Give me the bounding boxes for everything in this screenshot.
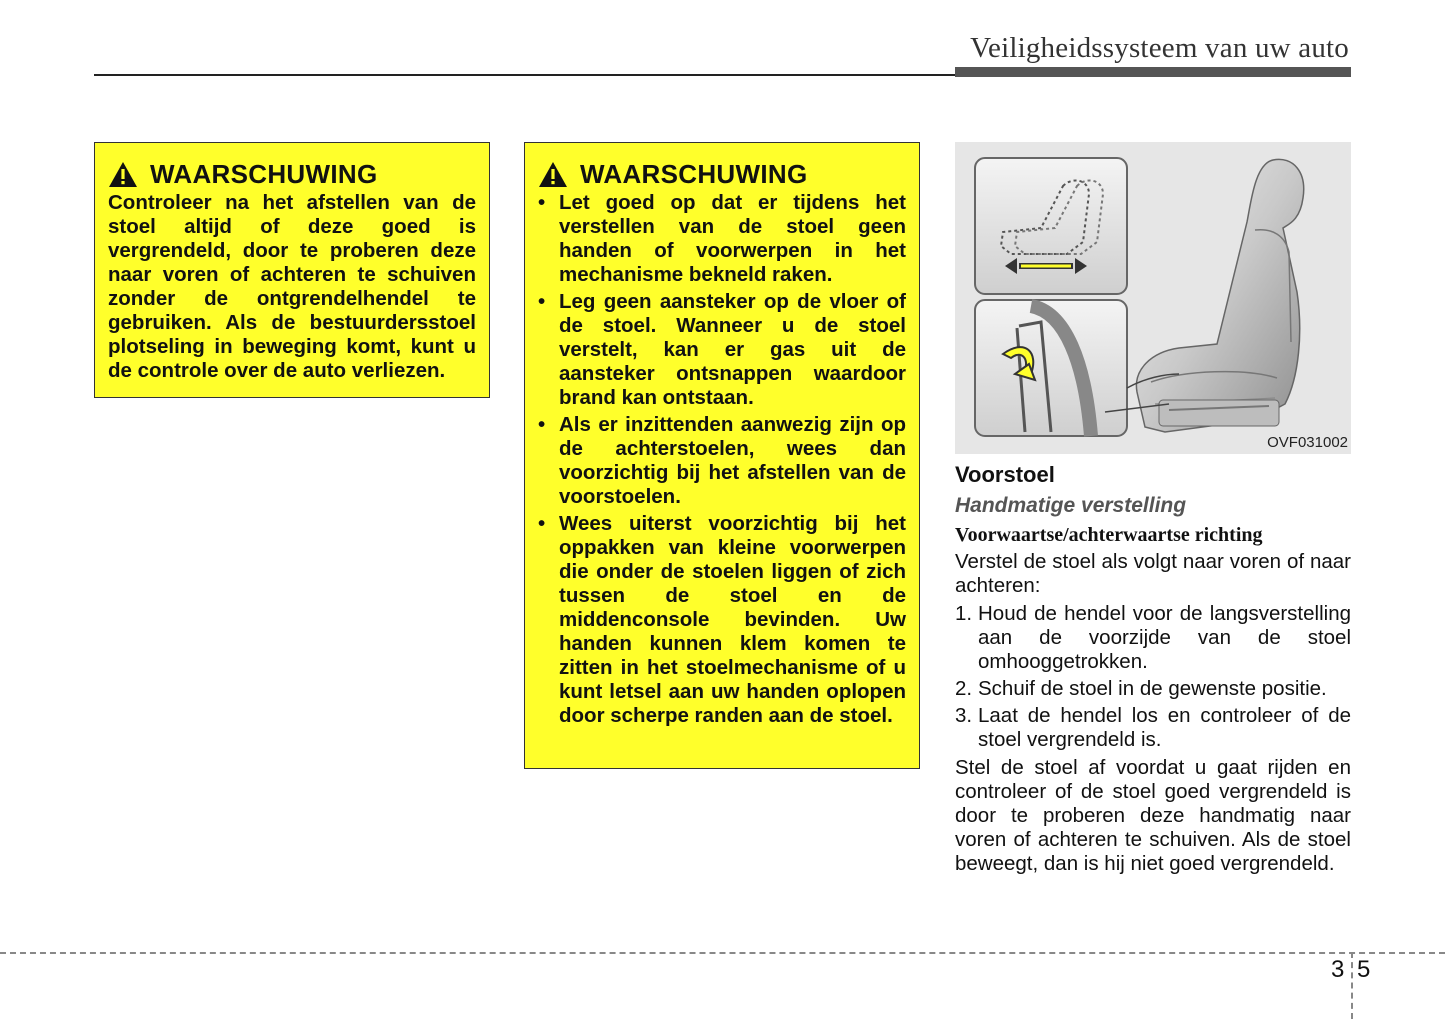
chapter-number: 3 [1331,956,1345,983]
warning-heading [538,159,906,189]
warning-list-item: • Let goed op dat er tijdens het verstellen van de stoel geen handen of voorwerpen in het mechanisme bekneld raken. [538,191,906,286]
warning-box-left [94,142,490,398]
lever-diagram [975,300,1127,436]
warning-triangle-icon [538,161,568,188]
step-item [955,602,1351,674]
slide-diagram [975,158,1127,294]
step-number: 1. [955,602,973,625]
subsubsection-title: Voorwaartse/achterwaartse richting [955,524,1263,546]
warning-title: WAARSCHUWING [150,158,378,189]
warning-text: Controleer na het afstellen van de stoel altijd of deze goed is vergrendeld, door te proberen deze naar voren of achteren te schuiven zonder de ontgrendelhendel te gebruiken. Als de bestuurdersstoel plotseling in beweging komt, kunt u de controle over de auto verliezen. [108,191,476,382]
footer-rule [0,952,1445,954]
subsection-title: Handmatige verstelling [955,494,1187,517]
warning-list-item: • Als er inzittenden aanwezig zijn op de achterstoelen, wees dan voorzichtig bij het afstellen van de voorstoelen. [538,413,906,508]
warning-heading [108,159,476,189]
seat-drawing [955,142,1351,454]
step-item [955,704,1351,752]
warning-list-item: • Wees uiterst voorzichtig bij het oppakken van kleine voorwerpen die onder de stoelen liggen of zich tussen de stoel en de middenconsole bevinden. Uw handen kunnen klem komen te zitten in het stoelmechanisme of u kunt letsel aan uw handen oplopen door scherpe randen aan de stoel. [538,512,906,727]
warning-title: WAARSCHUWING [580,158,808,189]
seat-illustration [955,142,1351,454]
bullet: • [538,413,546,436]
step-text: Schuif de stoel in de gewenste positie. [978,677,1327,700]
outro-paragraph: Stel de stoel af voordat u gaat rijden en controleer of de stoel goed vergrendeld is door te proberen deze handmatig naar voren of achteren te schuiven. Als de stoel beweegt, dan is hij niet goed vergrendeld. [955,756,1351,875]
header-bar [955,67,1351,77]
step-text: Houd de hendel voor de langsverstelling aan de voorzijde van de stoel omhooggetrokken. [978,602,1351,673]
steps-list [955,602,1351,755]
figure-code: OVF031002 [1267,434,1348,451]
section-title: Voorstoel [955,462,1055,487]
bullet: • [538,290,546,313]
warning-list-item: • Leg geen aansteker op de vloer of de stoel. Wanneer u de stoel verstelt, kan er gas uit de aansteker ontsnappen waardoor brand kan ontstaan. [538,290,906,409]
warning-box-middle [524,142,920,769]
intro-paragraph: Verstel de stoel als volgt naar voren of naar achteren: [955,550,1351,597]
step-number: 2. [955,677,973,700]
warning-triangle-icon [108,161,138,188]
step-text: Laat de hendel los en controleer of de stoel vergrendeld is. [978,704,1351,751]
bullet: • [538,191,546,214]
page-number: 5 [1357,956,1371,983]
header-rule [94,74,956,76]
bullet: • [538,512,546,535]
seat-icon [1136,159,1303,432]
step-item [955,677,1351,701]
running-header: Veiligheidssysteem van uw auto [970,32,1349,64]
warning-list [538,191,906,728]
footer-divider [1351,952,1353,1019]
step-number: 3. [955,704,973,727]
